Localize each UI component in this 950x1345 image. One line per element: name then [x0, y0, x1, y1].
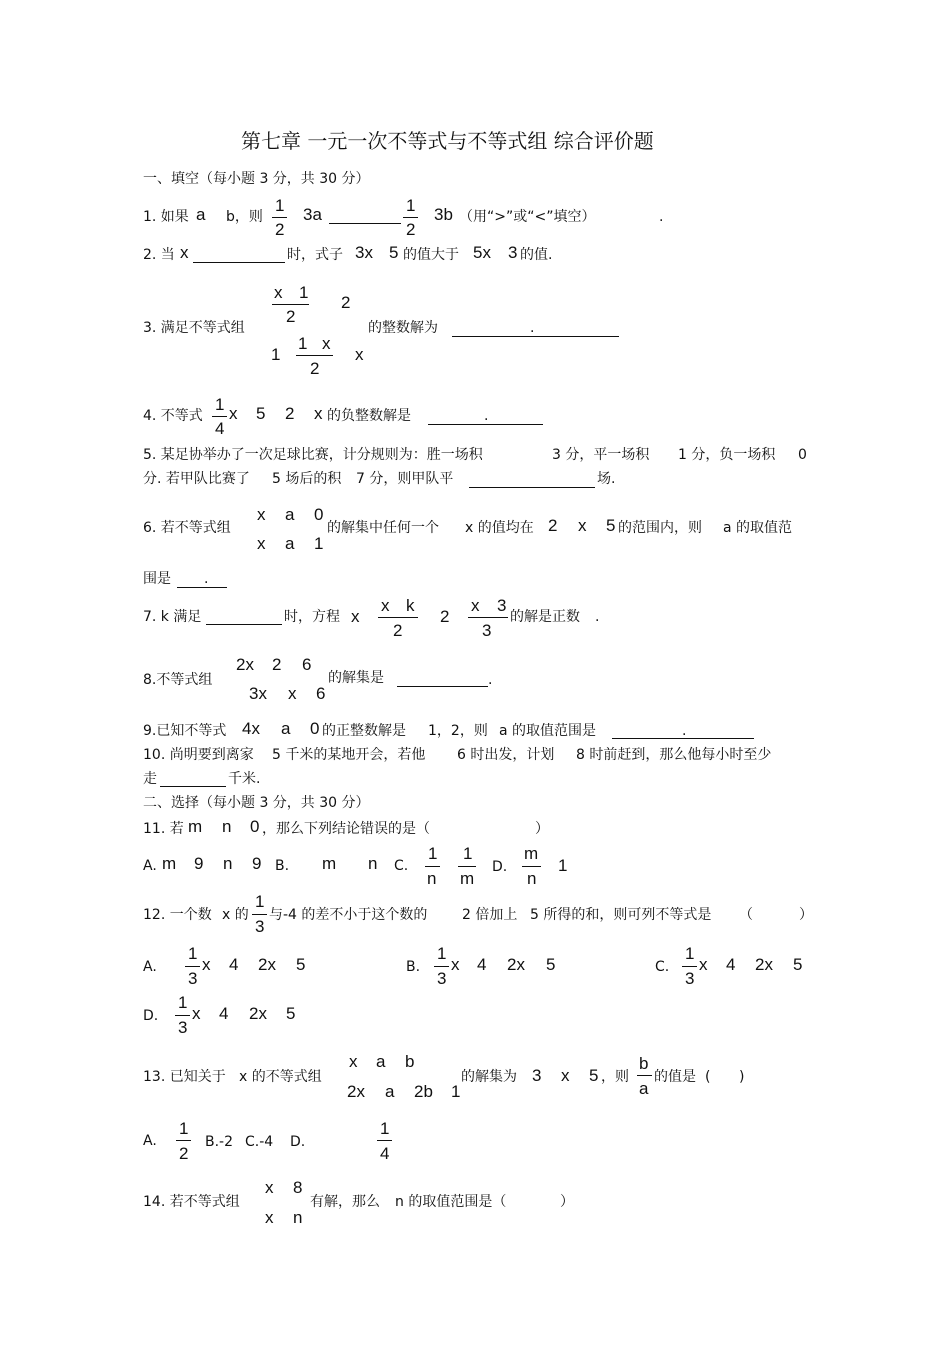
- q8-text: 的解集是: [328, 670, 384, 686]
- option-b-label[interactable]: B.: [406, 959, 421, 975]
- q14-r2a: x: [265, 1208, 274, 1227]
- q14-r2b: n: [293, 1208, 303, 1227]
- q11-c-den1: n: [427, 869, 437, 888]
- q6-lo: 2: [548, 516, 558, 535]
- q8-r1b: 2: [272, 655, 282, 674]
- q6-text-3: 的范围内，则: [618, 520, 702, 536]
- q10-end: 千米.: [228, 771, 261, 787]
- q4-x-2: x: [314, 404, 323, 423]
- q12-text: 与-4 的差不小于这个数的: [269, 907, 428, 923]
- q7-2: 2: [440, 607, 450, 626]
- q7-text-2: 的解是正数: [510, 609, 580, 625]
- q1-var: a: [196, 205, 206, 224]
- q1-end: .: [659, 209, 664, 225]
- q12-d-x: x: [192, 1004, 201, 1023]
- answer-blank[interactable]: [177, 587, 227, 588]
- answer-blank[interactable]: [193, 262, 285, 263]
- q13-text-2: 的解集为: [461, 1069, 517, 1085]
- q8-r1c: 6: [302, 655, 312, 674]
- q13-text: x 的不等式组: [239, 1069, 322, 1085]
- q9-dot: .: [682, 723, 687, 739]
- q2-var: x: [180, 243, 189, 262]
- answer-blank[interactable]: [160, 786, 226, 787]
- q13-text-3: ，则: [601, 1069, 629, 1085]
- fraction-bar: [176, 1140, 191, 1141]
- fraction-bar: [522, 866, 541, 867]
- q6-text-4: a 的取值范: [723, 520, 793, 536]
- q3-text: 的整数解为: [368, 320, 438, 336]
- q4-den: 4: [215, 419, 225, 438]
- q9-text-3: a 的取值范围是: [499, 723, 597, 739]
- q6-a2: a: [285, 534, 295, 553]
- q9-text: 的正整数解是: [322, 723, 406, 739]
- q14-r1b: 8: [293, 1178, 303, 1197]
- q3-num-2a: 1: [298, 334, 308, 353]
- q8-r2a: 3x: [249, 684, 267, 703]
- q3-dot: .: [530, 320, 535, 336]
- q5-games: 5 场后的积: [272, 471, 342, 487]
- q11-c-num1: 1: [428, 844, 438, 863]
- q13-close: ): [739, 1069, 745, 1085]
- q6-text: 的解集中任何一个: [327, 520, 439, 536]
- q14-text-2: n 的取值范围是（: [395, 1194, 507, 1210]
- q12-d-den: 3: [178, 1018, 188, 1037]
- q12-a-2x: 2x: [258, 955, 276, 974]
- option-b-label[interactable]: B.: [275, 858, 290, 874]
- q8-dot: .: [488, 672, 493, 688]
- q5-draw: 1 分，负一场积: [678, 447, 776, 463]
- q13-r1c: b: [405, 1052, 415, 1071]
- q11-d-1: 1: [558, 856, 568, 875]
- q12-prefix: 12. 一个数: [143, 907, 212, 923]
- q13-r1a: x: [349, 1052, 358, 1071]
- q12-num: 1: [255, 892, 265, 911]
- q1-frac-den: 2: [275, 220, 285, 239]
- q6-xv: x: [578, 516, 587, 535]
- q5-win: 3 分，平一场积: [552, 447, 650, 463]
- fraction-bar: [637, 1075, 652, 1076]
- option-b-label[interactable]: B.-2: [205, 1134, 234, 1150]
- q7-den: 2: [393, 621, 403, 640]
- q11-close: ）: [535, 821, 549, 837]
- q12-c-2x: 2x: [755, 955, 773, 974]
- option-d-label[interactable]: D.: [492, 859, 508, 875]
- q2-expr-2: 5x: [473, 243, 491, 262]
- q11-b-m: m: [322, 854, 337, 873]
- q11-d-num: m: [524, 844, 539, 863]
- q12-a-num: 1: [188, 944, 198, 963]
- answer-blank[interactable]: [452, 336, 619, 337]
- q7-den-2: 3: [482, 621, 492, 640]
- q6-dot: .: [204, 571, 209, 587]
- q12-b-x: x: [451, 955, 460, 974]
- fraction-bar: [212, 416, 227, 417]
- q7-dot: .: [595, 609, 600, 625]
- q12-text-3: 5 所得的和，则可列不等式是: [530, 907, 712, 923]
- q5-line2: 分. 若甲队比赛了: [143, 471, 250, 487]
- q11-a-9b: 9: [252, 854, 262, 873]
- q12-b-num: 1: [437, 944, 447, 963]
- q5-end: 场.: [597, 471, 616, 487]
- q13-r2c: 2b: [414, 1082, 433, 1101]
- q10-prefix: 10. 尚明要到离家: [143, 747, 254, 763]
- q11-c-den2: m: [460, 869, 475, 888]
- q11-a-n: n: [223, 854, 233, 873]
- fraction-bar: [403, 217, 418, 218]
- q8-prefix: 8.不等式组: [143, 672, 213, 688]
- q12-d-5: 5: [286, 1004, 296, 1023]
- q4-prefix: 4. 不等式: [143, 408, 203, 424]
- q12-open: （: [739, 907, 753, 923]
- q3-den: 2: [286, 307, 296, 326]
- q13-r2d: 1: [451, 1082, 461, 1101]
- q11-a-9: 9: [194, 854, 204, 873]
- q11-c-num2: 1: [463, 844, 473, 863]
- q9-a: a: [281, 719, 291, 738]
- q13-x: x: [561, 1066, 570, 1085]
- fraction-bar: [378, 617, 418, 618]
- q5-points: 7 分，则甲队平: [356, 471, 454, 487]
- answer-blank[interactable]: [397, 686, 488, 687]
- q13-d-num: 1: [380, 1119, 390, 1138]
- q3-num-2b: x: [322, 334, 331, 353]
- q13-r2b: a: [385, 1082, 395, 1101]
- q6-x2: x: [257, 534, 266, 553]
- q2-text-2: 的值大于: [403, 247, 459, 263]
- q11-0: 0: [250, 817, 260, 836]
- q12-x: x 的: [222, 907, 249, 923]
- q12-c-num: 1: [685, 944, 695, 963]
- q7-num-k: k: [406, 596, 415, 615]
- q8-r1a: 2x: [236, 655, 254, 674]
- option-d-label[interactable]: D.: [290, 1134, 306, 1150]
- option-c-label[interactable]: C.: [394, 858, 409, 874]
- fraction-bar: [682, 966, 697, 967]
- q6-prefix: 6. 若不等式组: [143, 520, 231, 536]
- q5-line1: 5. 某足协举办了一次足球比赛，计分规则为：胜一场积: [143, 447, 483, 463]
- q12-b-4: 4: [477, 955, 487, 974]
- q14-r1a: x: [265, 1178, 274, 1197]
- q13-text-4: 的值是: [654, 1069, 696, 1085]
- q2-expr-1b: 5: [389, 243, 399, 262]
- q12-a-4: 4: [229, 955, 239, 974]
- q9-4x: 4x: [242, 719, 260, 738]
- q13-num: b: [639, 1054, 649, 1073]
- q7-num-x: x: [381, 596, 390, 615]
- q3-den-2: 2: [310, 359, 320, 378]
- q3-x: x: [274, 283, 283, 302]
- q11-text: ，那么下列结论错误的是（: [262, 821, 430, 837]
- answer-blank[interactable]: [469, 487, 595, 488]
- q12-c-x: x: [699, 955, 708, 974]
- q12-c-den: 3: [685, 969, 695, 988]
- q12-b-2x: 2x: [507, 955, 525, 974]
- page-title: 第七章 一元一次不等式与不等式组 综合评价题: [241, 129, 654, 153]
- fraction-bar: [185, 966, 200, 967]
- q6-01: 0: [314, 505, 324, 524]
- q7-prefix: 7. k 满足: [143, 609, 202, 625]
- section-heading-choice: 二、选择（每小题 3 分，共 30 分）: [143, 795, 370, 811]
- answer-blank[interactable]: [206, 624, 282, 625]
- q8-r2c: 6: [316, 684, 326, 703]
- q6-a1: a: [285, 505, 295, 524]
- q11-prefix: 11. 若: [143, 821, 184, 837]
- q1-text: b，则: [226, 209, 263, 225]
- q13-r2a: 2x: [347, 1082, 365, 1101]
- q12-c-4: 4: [726, 955, 736, 974]
- q12-d-4: 4: [219, 1004, 229, 1023]
- q12-a-5: 5: [296, 955, 306, 974]
- q12-a-den: 3: [188, 969, 198, 988]
- q12-den: 3: [255, 917, 265, 936]
- q4-2: 2: [285, 404, 295, 423]
- q10-text-3: 8 时前赶到，那么他每小时至少: [576, 747, 772, 763]
- q2-text: 时，式子: [287, 247, 343, 263]
- q9-prefix: 9.已知不等式: [143, 723, 227, 739]
- q13-den: a: [639, 1079, 649, 1098]
- q12-a-x: x: [202, 955, 211, 974]
- q6-hi: 5: [606, 516, 616, 535]
- q3-lhs-2: 1: [271, 345, 281, 364]
- q4-x: x: [229, 404, 238, 423]
- q12-d-2x: 2x: [249, 1004, 267, 1023]
- q11-b-n: n: [368, 854, 378, 873]
- q4-num: 1: [215, 395, 225, 414]
- fraction-bar: [272, 217, 287, 218]
- q9-0: 0: [310, 719, 320, 738]
- q2-expr-1: 3x: [355, 243, 373, 262]
- q12-text-2: 2 倍加上: [462, 907, 518, 923]
- q7-num-x2: x: [471, 596, 480, 615]
- fraction-bar: [377, 1140, 392, 1141]
- q12-b-5: 5: [546, 955, 556, 974]
- q1-frac-num: 1: [275, 196, 285, 215]
- q14-text: 有解，那么: [310, 1194, 380, 1210]
- q8-r2b: x: [288, 684, 297, 703]
- q2-expr-2b: 3: [508, 243, 518, 262]
- q9-text-2: 1，2，则: [428, 723, 488, 739]
- q1-expr: 3a: [303, 205, 322, 224]
- q3-1: 1: [299, 283, 309, 302]
- q11-a-m: m: [162, 854, 177, 873]
- q3-prefix: 3. 满足不等式组: [143, 320, 245, 336]
- q13-d-den: 4: [380, 1144, 390, 1163]
- q7-num-3: 3: [497, 596, 507, 615]
- q1-frac-den-2: 2: [406, 220, 416, 239]
- q10-text: 5 千米的某地开会，若他: [272, 747, 426, 763]
- q13-open: (: [705, 1069, 711, 1085]
- q7-text: 时，方程: [284, 609, 340, 625]
- fraction-bar: [468, 617, 508, 618]
- q13-a-num: 1: [179, 1119, 189, 1138]
- fraction-bar: [434, 966, 449, 967]
- option-d-label[interactable]: D.: [143, 1008, 159, 1024]
- fraction-bar: [272, 304, 309, 305]
- option-c-label[interactable]: C.: [655, 959, 670, 975]
- q4-text: 的负整数解是: [327, 408, 411, 424]
- option-a-label[interactable]: A.: [143, 1133, 157, 1149]
- q7-x: x: [351, 607, 360, 626]
- q3-x-2: x: [355, 345, 364, 364]
- option-c-label[interactable]: C.-4: [245, 1134, 274, 1150]
- q1-frac-num-2: 1: [406, 196, 416, 215]
- q10-text-2: 6 时出发，计划: [457, 747, 555, 763]
- fraction-bar: [252, 914, 267, 915]
- answer-blank[interactable]: [329, 223, 401, 224]
- q12-close: ）: [799, 907, 813, 923]
- fraction-bar: [458, 866, 476, 867]
- q13-hi: 5: [589, 1066, 599, 1085]
- option-a-label[interactable]: A.: [143, 959, 157, 975]
- q13-r1b: a: [376, 1052, 386, 1071]
- q6-12: 1: [314, 534, 324, 553]
- q3-rhs: 2: [341, 293, 351, 312]
- q4-dot: .: [484, 408, 489, 424]
- fraction-bar: [425, 866, 440, 867]
- q6-line2: 围是: [143, 571, 171, 587]
- q13-prefix: 13. 已知关于: [143, 1069, 226, 1085]
- q13-a-den: 2: [179, 1144, 189, 1163]
- q4-5: 5: [256, 404, 266, 423]
- q14-prefix: 14. 若不等式组: [143, 1194, 240, 1210]
- q11-n: n: [222, 817, 232, 836]
- q5-loss: 0: [798, 447, 807, 463]
- q2-prefix: 2. 当: [143, 247, 175, 263]
- q12-d-num: 1: [178, 993, 188, 1012]
- q11-m: m: [188, 817, 203, 836]
- q12-b-den: 3: [437, 969, 447, 988]
- q11-d-den: n: [527, 869, 537, 888]
- q14-close: ）: [560, 1194, 574, 1210]
- q1-prefix: 1. 如果: [143, 209, 189, 225]
- fraction-bar: [296, 355, 333, 356]
- fraction-bar: [175, 1015, 190, 1016]
- section-heading-fill-in: 一、填空（每小题 3 分，共 30 分）: [143, 171, 370, 187]
- option-a-label[interactable]: A.: [143, 858, 157, 874]
- q2-end: 的值.: [520, 247, 553, 263]
- q1-expr-2: 3b: [434, 205, 453, 224]
- q1-hint: （用“>”或“<”填空）: [459, 209, 596, 225]
- q13-lo: 3: [532, 1066, 542, 1085]
- q12-c-5: 5: [793, 955, 803, 974]
- q6-text-2: x 的值均在: [465, 520, 534, 536]
- q10-line2: 走: [143, 771, 157, 787]
- q6-x1: x: [257, 505, 266, 524]
